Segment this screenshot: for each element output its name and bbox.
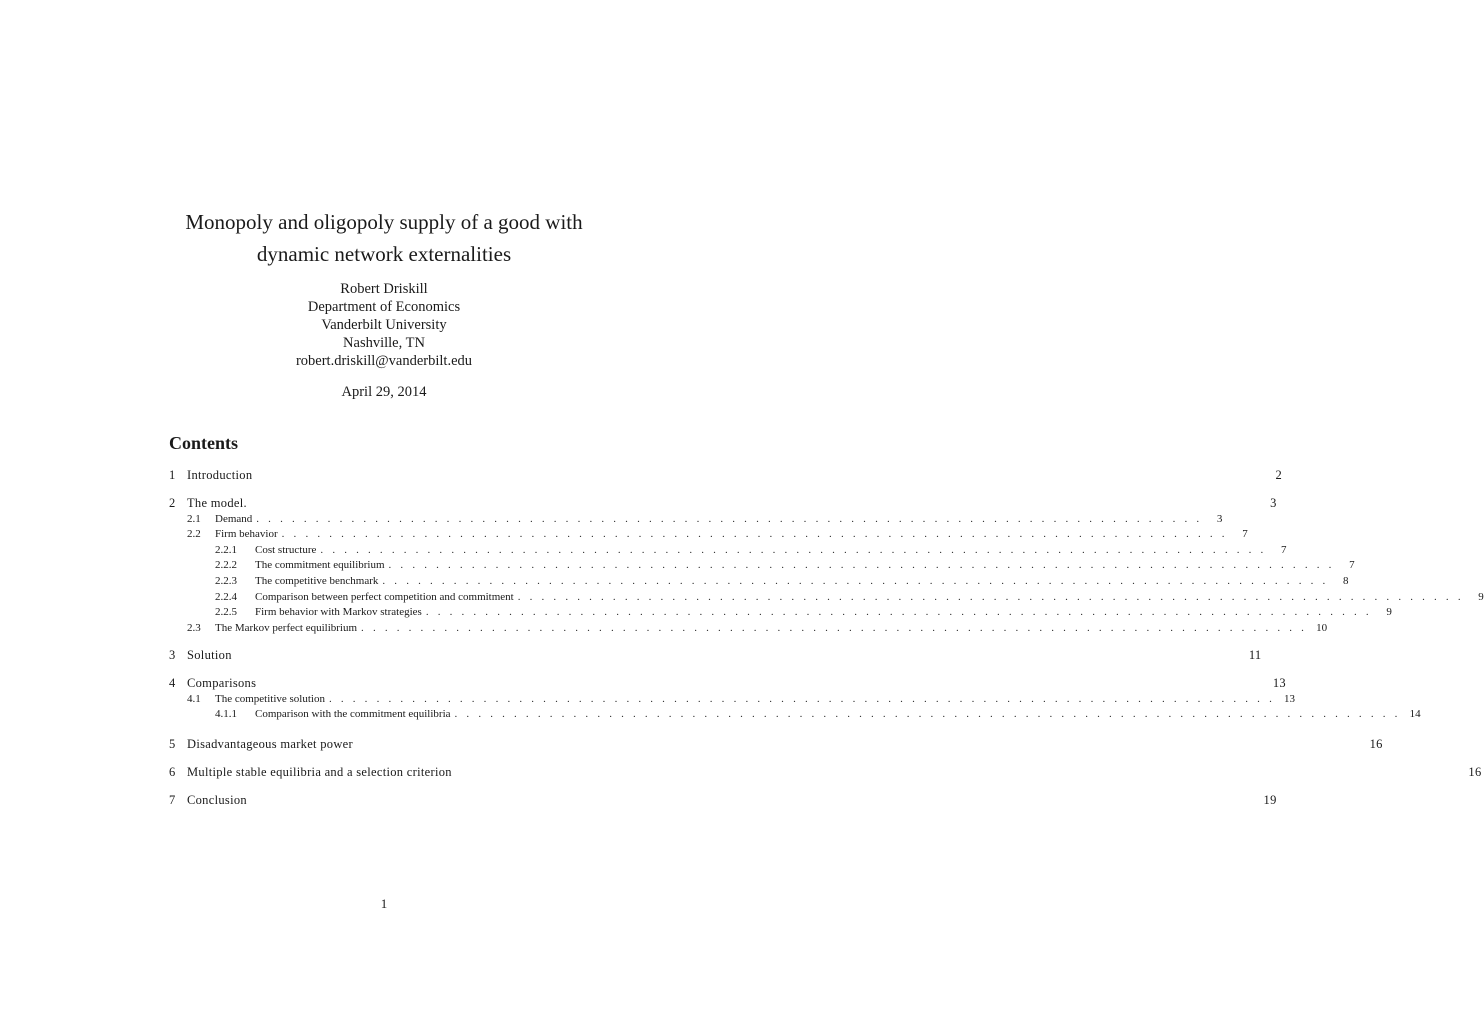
toc-entry-page: 7 bbox=[1349, 559, 1355, 571]
toc-entry[interactable] bbox=[169, 708, 1421, 720]
toc-leader-dots: . . . . . . . . . . . . . . . . . . . . . . . . . . . . . . . . . . . . . . . . . . . . . . . . . . . . . . . . . . . . . . . . . . . . . . . . . . . . . . . . bbox=[320, 544, 1267, 556]
toc-entry-number: 4.1.1 bbox=[215, 708, 237, 720]
toc-entry-title: Solution bbox=[187, 648, 232, 662]
toc-entry-title: Conclusion bbox=[187, 793, 247, 807]
toc-entry[interactable] bbox=[169, 528, 1248, 540]
toc-entry-title: Comparison between perfect competition and commitment bbox=[255, 591, 514, 603]
toc-leader-dots: . . . . . . . . . . . . . . . . . . . . . . . . . . . . . . . . . . . . . . . . . . . . . . . . . . . . . . . . . . . . . . . . . . . . . . . . . . . . . . . . bbox=[454, 708, 1401, 720]
toc-entry-title: Firm behavior with Markov strategies bbox=[255, 606, 422, 618]
toc-entry-page: 13 bbox=[1272, 676, 1286, 690]
toc-entry-number: 2 bbox=[169, 496, 176, 510]
toc-entry-number: 2.2 bbox=[187, 528, 201, 540]
toc-entry[interactable] bbox=[169, 765, 1482, 780]
toc-entry-page: 2 bbox=[1275, 468, 1283, 482]
toc-entry-number: 2.1 bbox=[187, 513, 201, 525]
toc-entry-page: 3 bbox=[1216, 513, 1223, 525]
toc-entry-title: Disadvantageous market power bbox=[187, 737, 353, 751]
toc-entry-page: 9 bbox=[1478, 591, 1484, 603]
toc-entry[interactable] bbox=[169, 622, 1328, 634]
author-university: Vanderbilt University bbox=[321, 317, 447, 333]
toc-entry-title: Comparisons bbox=[187, 676, 257, 690]
toc-entry-number: 2.2.1 bbox=[215, 544, 237, 556]
toc-entry-page: 16 bbox=[1369, 737, 1383, 751]
toc-entry-title: Cost structure bbox=[255, 544, 317, 556]
toc-leader-dots: . . . . . . . . . . . . . . . . . . . . . . . . . . . . . . . . . . . . . . . . . . . . . . . . . . . . . . . . . . . . . . . . . . . . . . . . . . . . . . . . bbox=[328, 693, 1276, 705]
toc-entry-page: 13 bbox=[1284, 693, 1296, 705]
toc-entry-page: 8 bbox=[1342, 575, 1349, 587]
author-name: Robert Driskill bbox=[340, 281, 428, 297]
contents-heading: Contents bbox=[169, 433, 239, 453]
toc-entry-page: 19 bbox=[1263, 793, 1277, 807]
toc-entry-title: The model. bbox=[187, 496, 247, 510]
toc-entry-page: 14 bbox=[1409, 708, 1421, 720]
toc-entry-title: The competitive solution bbox=[215, 693, 325, 705]
paper-date: April 29, 2014 bbox=[341, 384, 427, 400]
toc-entry-title: Firm behavior bbox=[215, 528, 278, 540]
paper-title bbox=[0, 206, 768, 270]
toc-entry[interactable] bbox=[169, 468, 1283, 483]
toc-leader-dots: . . . . . . . . . . . . . . . . . . . . . . . . . . . . . . . . . . . . . . . . . . . . . . . . . . . . . . . . . . . . . . . . . . . . . . . . . . . . . . . . bbox=[361, 622, 1308, 634]
toc-leader-dots: . . . . . . . . . . . . . . . . . . . . . . . . . . . . . . . . . . . . . . . . . . . . . . . . . . . . . . . . . . . . . . . . . . . . . . . . . . . . . . . . bbox=[388, 559, 1335, 571]
toc-entry-title: Demand bbox=[215, 513, 253, 525]
toc-entry-number: 7 bbox=[169, 793, 176, 807]
toc-leader-dots: . . . . . . . . . . . . . . . . . . . . . . . . . . . . . . . . . . . . . . . . . . . . . . . . . . . . . . . . . . . . . . . . . . . . . . . . . . . . . . . . bbox=[517, 591, 1464, 603]
toc-entry-title: The commitment equilibrium bbox=[255, 559, 385, 571]
toc-entry-number: 4.1 bbox=[187, 693, 201, 705]
toc-entry-page: 7 bbox=[1280, 544, 1287, 556]
author-department: Department of Economics bbox=[307, 299, 461, 315]
author-email: robert.driskill@vanderbilt.edu bbox=[295, 353, 473, 369]
toc-entry-page: 7 bbox=[1242, 528, 1248, 540]
toc-entry-number: 4 bbox=[169, 676, 176, 690]
toc-entry-page: 9 bbox=[1386, 606, 1392, 618]
toc-entry-title: Introduction bbox=[187, 468, 253, 482]
toc-entry[interactable] bbox=[169, 737, 1383, 752]
toc-entry[interactable] bbox=[169, 544, 1287, 556]
toc-entry[interactable] bbox=[169, 606, 1392, 618]
toc-entry-number: 5 bbox=[169, 737, 176, 751]
toc-entry-number: 2.2.3 bbox=[215, 575, 237, 587]
toc-entry[interactable] bbox=[169, 513, 1223, 525]
toc-entry[interactable] bbox=[169, 793, 1277, 808]
toc-entry[interactable] bbox=[169, 575, 1349, 587]
toc-entry-number: 2.2.4 bbox=[215, 591, 237, 603]
toc-entry[interactable] bbox=[169, 496, 1277, 511]
paper-title-line-2: dynamic network externalities bbox=[256, 242, 512, 266]
toc-entry-title: The competitive benchmark bbox=[255, 575, 379, 587]
toc-entry[interactable] bbox=[169, 676, 1286, 691]
toc-entry-page: 3 bbox=[1270, 496, 1277, 510]
toc-entry-number: 6 bbox=[169, 765, 176, 779]
toc-leader-dots: . . . . . . . . . . . . . . . . . . . . . . . . . . . . . . . . . . . . . . . . . . . . . . . . . . . . . . . . . . . . . . . . . . . . . . . . . . . . . . . . bbox=[256, 513, 1203, 525]
toc-entry-title: Comparison with the commitment equilibria bbox=[255, 708, 451, 720]
toc-entry[interactable] bbox=[169, 648, 1262, 663]
page-number: 1 bbox=[380, 896, 388, 911]
toc-entry-title: Multiple stable equilibria and a selection criterion bbox=[187, 765, 452, 779]
toc-entry[interactable] bbox=[169, 591, 1484, 603]
toc-entry-number: 1 bbox=[169, 468, 176, 482]
toc-entry-number: 2.2.5 bbox=[215, 606, 237, 618]
toc-entry[interactable] bbox=[169, 693, 1296, 705]
toc-entry-page: 16 bbox=[1468, 765, 1482, 779]
toc-leader-dots: . . . . . . . . . . . . . . . . . . . . . . . . . . . . . . . . . . . . . . . . . . . . . . . . . . . . . . . . . . . . . . . . . . . . . . . . . . . . . . . . bbox=[281, 528, 1228, 540]
toc-entry-page: 10 bbox=[1316, 622, 1328, 634]
author-location: Nashville, TN bbox=[343, 335, 425, 351]
toc-entry-page: 11 bbox=[1248, 648, 1262, 662]
toc-entry-number: 2.2.2 bbox=[215, 559, 237, 571]
toc-entry-number: 3 bbox=[169, 648, 176, 662]
paper-title-line-1: Monopoly and oligopoly supply of a good with bbox=[185, 210, 583, 234]
author-block bbox=[0, 280, 768, 370]
toc-leader-dots: . . . . . . . . . . . . . . . . . . . . . . . . . . . . . . . . . . . . . . . . . . . . . . . . . . . . . . . . . . . . . . . . . . . . . . . . . . . . . . . . bbox=[382, 575, 1329, 587]
toc-entry[interactable] bbox=[169, 559, 1355, 571]
toc-leader-dots: . . . . . . . . . . . . . . . . . . . . . . . . . . . . . . . . . . . . . . . . . . . . . . . . . . . . . . . . . . . . . . . . . . . . . . . . . . . . . . . . bbox=[425, 606, 1372, 618]
toc-entry-number: 2.3 bbox=[187, 622, 201, 634]
toc-entry-title: The Markov perfect equilibrium bbox=[215, 622, 358, 634]
